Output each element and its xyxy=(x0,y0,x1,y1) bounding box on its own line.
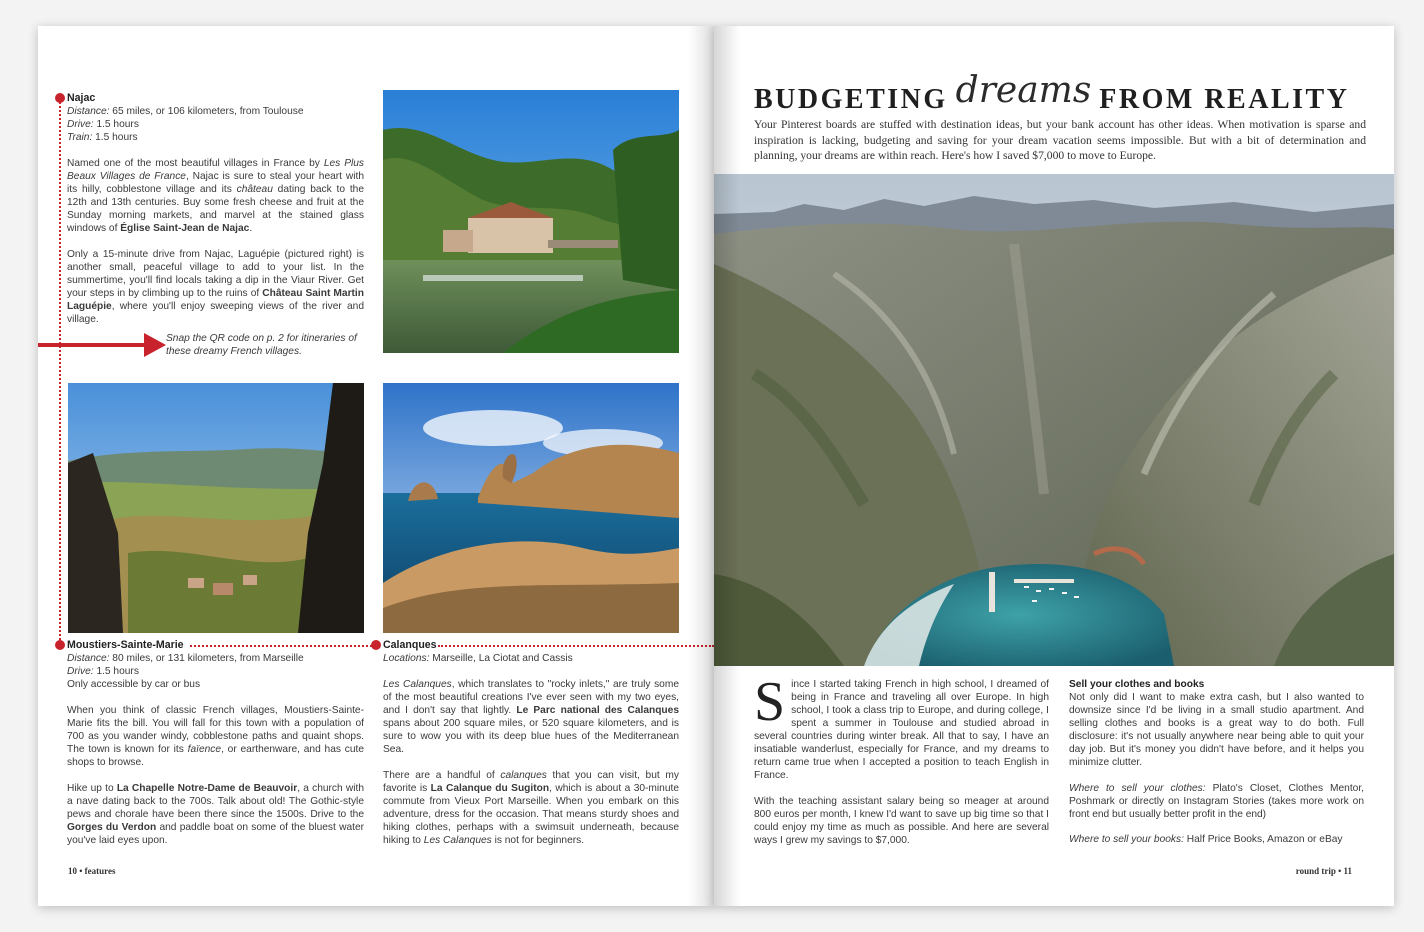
route-line-vertical xyxy=(59,102,61,648)
spine-shadow xyxy=(714,26,740,906)
headline-left: BUDGETING xyxy=(754,84,948,115)
photo-calanques-rocks xyxy=(383,383,679,633)
photo-laguepie-river xyxy=(383,90,679,353)
article-column-1 xyxy=(754,671,1049,859)
page-number-right: round trip • 11 xyxy=(1295,866,1352,876)
spine-shadow xyxy=(688,26,714,906)
najac-section xyxy=(67,92,364,338)
article-paragraph-2: With the teaching assistant salary being so meager at around 800 euros per month, I knew I'd want to save up big time so that I could enjoy my time as much as possible. And here are several ways I grew my savings to $7,000. xyxy=(754,795,1049,846)
moustiers-section xyxy=(67,639,364,859)
article-paragraph-1: ince I started taking French in high school, I dreamed of being in France and traveling all over Europe. In high school, I took a class trip to Europe, and during college, I spent a summer in Toulouse and studied abroad in several countries during winter break. All that to say, I have an insatiable wanderlust, especially for France, and my dreams to return came true when I accepted a position to teach English in France. xyxy=(754,679,1049,781)
section-heading: Sell your clothes and books xyxy=(1069,679,1205,690)
moustiers-drive: Drive: 1.5 hours xyxy=(67,666,139,677)
moustiers-distance: Distance: 80 miles, or 131 kilometers, from Marseille xyxy=(67,653,304,664)
right-page xyxy=(714,26,1394,906)
where-sell-books: Where to sell your books: Half Price Books, Amazon or eBay xyxy=(1069,834,1343,845)
najac-train: Train: 1.5 hours xyxy=(67,132,138,143)
calanques-body xyxy=(383,678,679,847)
qr-note: Snap the QR code on p. 2 for itineraries of these dreamy French villages. xyxy=(166,333,357,357)
headline-script: dreams xyxy=(955,70,1092,111)
location-marker xyxy=(371,640,381,650)
calanques-paragraph-2: There are a handful of calanques that you can visit, but my favorite is La Calanque du Sugiton, which is about a 30-minute commute from Vieux Port Marseille. When you embark on this adventure, dress for the occasion. That means sturdy shoes and hiking clothes, perhaps with a swimsuit underneath, because hiking to Les Calanques is not for beginners. xyxy=(383,769,679,846)
headline-right: FROM REALITY xyxy=(1099,84,1350,115)
moustiers-body xyxy=(67,704,364,847)
moustiers-title: Moustiers-Sainte-Marie xyxy=(67,639,184,651)
moustiers-access: Only accessible by car or bus xyxy=(67,679,201,690)
najac-paragraph-1: Named one of the most beautiful villages in France by Les Plus Beaux Villages de France, Najac is sure to steal your heart with its hilly, cobblestone village and its château dating back to the 12th and 13th centuries. Buy some fresh cheese and fruit at the Sunday morning markets, and marvel at the stained glass windows of Église Saint-Jean de Najac. xyxy=(67,158,365,234)
najac-title: Najac xyxy=(67,92,96,104)
left-page xyxy=(38,26,714,906)
photo-calanque-aerial xyxy=(714,174,1394,666)
calanques-title: Calanques xyxy=(383,639,437,651)
calanques-locations: Locations: Marseille, La Ciotat and Cassis xyxy=(383,653,573,664)
moustiers-paragraph-1: When you think of classic French villages, Moustiers-Sainte-Marie fits the bill. You will fall for this town with a population of 700 as you wander windy, cobblestone paths and quaint shops. The town is known for its faïence, or earthenware, and has cute shops to browse. xyxy=(67,705,364,768)
drop-cap: S xyxy=(754,671,786,733)
article-paragraph-3: Not only did I want to make extra cash, but I also wanted to downsize since I'd be living in a small studio apartment. And selling clothes and books is a great way to do both. Full disclosure: it's not usually anywhere near being able to quit your day job. But it's money you didn't have before, and it helps you minimize clutter. xyxy=(1069,692,1364,768)
article-column-2 xyxy=(1069,678,1364,859)
location-marker xyxy=(55,640,65,650)
najac-body xyxy=(67,157,364,326)
calanques-paragraph-1: Les Calanques, which translates to "rocky inlets," are truly some of the most beautiful creations I've ever seen with my two eyes, and I don't say that lightly. Le Parc national des Calanques spans about 200 square miles, or 520 square kilometers, and is sure to wow you with its deep blue hues of the Mediterranean Sea. xyxy=(383,679,679,755)
page-number-left: 10 • features xyxy=(68,866,116,876)
najac-distance: Distance: 65 miles, or 106 kilometers, from Toulouse xyxy=(67,106,304,117)
moustiers-paragraph-2: Hike up to La Chapelle Notre-Dame de Beauvoir, a church with a nave dating back to the 700s. Talk about old! The Gothic-style pews and chorale have been there since the 1500s. Drive to the Gorges du Verdon and paddle boat on some of the bluest water you've laid eyes upon. xyxy=(67,782,365,846)
najac-paragraph-2: Only a 15-minute drive from Najac, Laguépie (pictured right) is another small, peaceful village to add to your list. In the summertime, you'll find locals taking a dip in the Viaur River. Get your steps in by climbing up to the ruins of Château Saint Martin Laguépie, where you'll enjoy sweeping views of the river and village. xyxy=(67,248,364,325)
najac-drive: Drive: 1.5 hours xyxy=(67,119,139,130)
photo-moustiers-valley xyxy=(68,383,364,633)
calanques-section xyxy=(383,639,679,859)
arrow-right-icon xyxy=(38,331,168,359)
headline xyxy=(754,70,1374,118)
where-sell-clothes: Where to sell your clothes: Plato's Closet, Clothes Mentor, Poshmark or directly on Instagram Stories (takes more work on front end but usually better profit in the end) xyxy=(1069,782,1364,820)
intro-paragraph: Your Pinterest boards are stuffed with destination ideas, but your bank account has other ideas. When motivation is sparse and inspiration is lacking, budgeting and saving for your dream vacation seems impossible. But with a bit of determination and planning, your dreams are within reach. Here's how I saved $7,000 to move to Europe. xyxy=(754,118,1366,162)
